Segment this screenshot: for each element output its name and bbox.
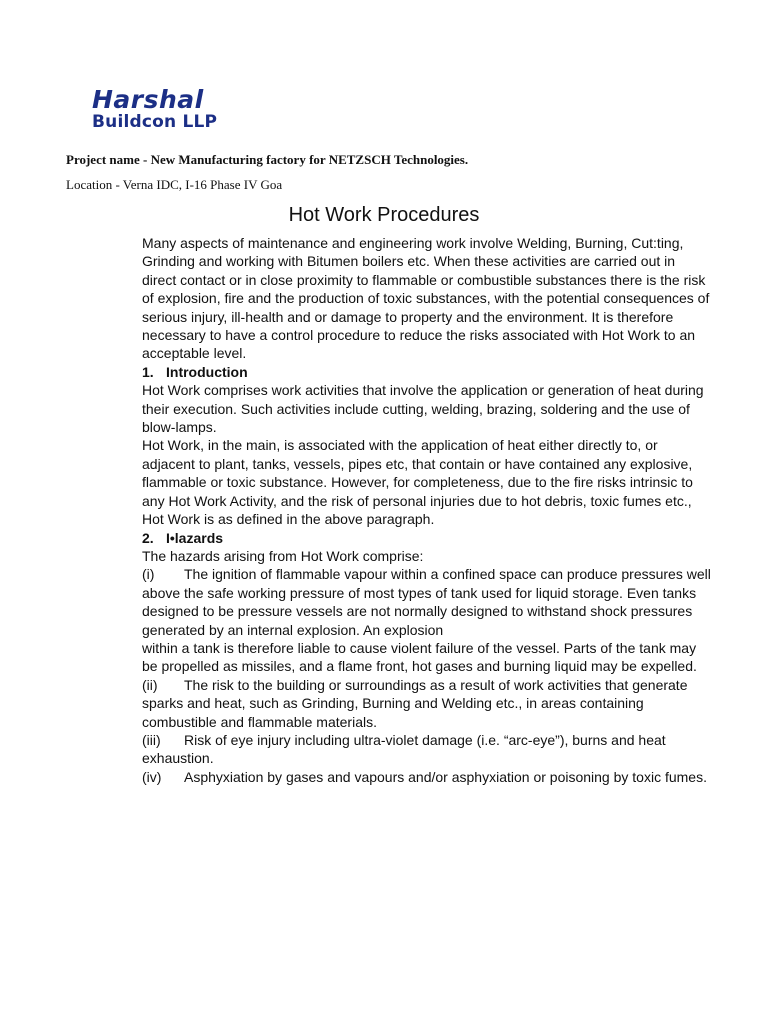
hazard-item-text: The risk to the building or surroundings as a result of work activities that generate sparks and heat, such as Grinding, Burning and Welding etc., in areas containing combustible and flammable materials. — [142, 676, 688, 730]
hazard-item-tag: (iv) — [142, 768, 162, 785]
hazard-item-text: The ignition of flammable vapour within a confined space can produce pressures well above the safe working pressure of most types of tank used for liquid storage. Even tanks designed to be pressure vessels are not normally designed to withstand shock pressures generated by an internal explosion. An explosion — [142, 566, 711, 638]
logo-subname: Buildcon LLP — [92, 112, 218, 132]
section-number: 1. — [142, 363, 154, 380]
hazards-lead: The hazards arising from Hot Work comprise: — [142, 547, 424, 564]
company-logo — [66, 84, 276, 140]
hazard-item-tag: (i) — [142, 566, 155, 583]
section-heading-hazards — [142, 529, 712, 547]
project-name: Project name - New Manufacturing factory for NETZSCH Technologies. — [66, 152, 469, 167]
document-title-text: Hot Work Procedures — [288, 204, 480, 226]
logo-name: Harshal — [92, 85, 204, 114]
hazard-item-tag: (ii) — [142, 676, 158, 693]
intro-paragraph: Many aspects of maintenance and engineering work involve Welding, Burning, Cut:ting, Grinding and working with Bitumen boilers etc. When these activities are carried out in direct contact or in close proximity to flammable or combustible substances there is the risk of explosion, fire and the production of toxic substances, with the potential consequences of serious injury, ill-health and or damage to property and the environment. It is therefore necessary to have a control procedure to reduce the risks associated with Hot Work to an acceptable level. — [142, 235, 710, 362]
hazard-item — [142, 731, 712, 768]
hazard-item-tag: (iii) — [142, 731, 161, 748]
document-title — [0, 202, 768, 228]
section-number: 2. — [142, 529, 154, 546]
section-title: I•lazards — [166, 529, 224, 546]
hazard-item — [142, 565, 712, 639]
document-body — [142, 234, 712, 786]
project-location: Location - Verna IDC, I-16 Phase IV Goa — [66, 177, 283, 192]
hazard-item-text: Asphyxiation by gases and vapours and/or asphyxiation or poisoning by toxic fumes. — [184, 768, 707, 785]
section-title: Introduction — [166, 363, 248, 380]
hazard-item-text: Risk of eye injury including ultra-violet damage (i.e. “arc-eye”), burns and heat exhaustion. — [142, 731, 666, 767]
hazard-item-continuation: within a tank is therefore liable to cause violent failure of the vessel. Parts of the tank may be propelled as missiles, and a flame front, hot gases and burning liquid may be expelled. — [142, 639, 697, 675]
section-heading-introduction — [142, 363, 712, 381]
hazard-item — [142, 768, 712, 786]
hazard-item — [142, 676, 712, 731]
introduction-paragraph-1: Hot Work comprises work activities that involve the application or generation of heat during their execution. Such activities include cutting, welding, brazing, soldering and the use of blow-lamps. — [142, 382, 704, 436]
introduction-paragraph-2: Hot Work, in the main, is associated with the application of heat either directly to, or adjacent to plant, tanks, vessels, pipes etc, that contain or have contained any explosive, flammable or toxic substance. However, for completeness, due to the fire risks intrinsic to any Hot Work Activity, and the risk of personal injuries due to hot debris, toxic fumes etc., Hot Work is as defined in the above paragraph. — [142, 437, 693, 528]
